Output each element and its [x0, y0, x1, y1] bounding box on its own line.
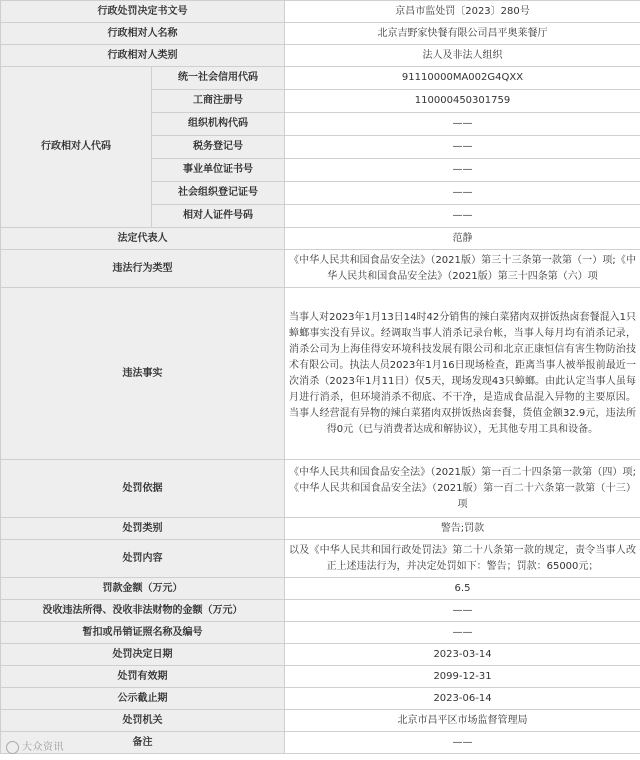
fine-value: 6.5: [285, 578, 640, 600]
uscc-value: 91110000MA002G4QXX: [285, 67, 640, 90]
id-type-value: ——: [285, 205, 640, 228]
id-type-label: 相对人证件号码: [152, 205, 285, 228]
inst-cert-value: ——: [285, 159, 640, 182]
remark-value: ——: [285, 732, 640, 754]
publish-until-value: 2023-06-14: [285, 688, 640, 710]
category-value: 警告;罚款: [285, 518, 640, 540]
authority-label: 处罚机关: [1, 710, 285, 732]
violation-type-label: 违法行为类型: [1, 250, 285, 288]
social-org-value: ——: [285, 182, 640, 205]
fine-label: 罚款金额（万元）: [1, 578, 285, 600]
row-violation-type: [1, 250, 640, 288]
reg-no-label: 工商注册号: [152, 90, 285, 113]
org-code-label: 组织机构代码: [152, 113, 285, 136]
facts-value: 当事人对2023年1月13日14时42分销售的辣白菜猪肉双拼饭热卤套餐混入1只蟑螂事实没有异议。经调取当事人消杀记录台帐，当事人每月均有消杀记录，消杀公司为上海佳得安环境科技发展有限公司和北京正康恒信有害生物防治技术有限公司。执法人员2023年1月16日现场检查，距离当事人被举报前最近一次消杀（2023年1月11日）仅5天，现场发现43只蟑螂。由此认定当事人虽每月进行消杀，但环境消杀不彻底、不干净，是造成食品混入异物的主要原因。当事人经营混有异物的辣白菜猪肉双拼饭热卤套餐，货值金额32.9元，违法所得0元（已与消费者达成和解协议），无其他专用工具和设备。: [285, 288, 640, 460]
row-basis: [1, 460, 640, 518]
uscc-label: 统一社会信用代码: [152, 67, 285, 90]
row-license: [1, 622, 640, 644]
row-uscc: [1, 67, 640, 90]
org-code-value: ——: [285, 113, 640, 136]
watermark: [6, 738, 64, 754]
party-type-value: 法人及非法人组织: [285, 45, 640, 67]
remark-label: 备注: [1, 732, 285, 754]
content-value: 以及《中华人民共和国行政处罚法》第二十八条第一款的规定，责令当事人改正上述违法行为，并决定处罚如下：警告；罚款：65000元；: [285, 540, 640, 578]
decision-date-value: 2023-03-14: [285, 644, 640, 666]
watermark-text: 大众资讯: [22, 742, 64, 753]
party-code-label: 行政相对人代码: [1, 67, 152, 228]
row-decision-date: [1, 644, 640, 666]
tax-no-value: ——: [285, 136, 640, 159]
decision-no-label: 行政处罚决定书文号: [1, 1, 285, 23]
row-legal-rep: [1, 228, 640, 250]
social-org-label: 社会组织登记证号: [152, 182, 285, 205]
confiscation-label: 没收违法所得、没收非法财物的金额（万元）: [1, 600, 285, 622]
license-label: 暂扣或吊销证照名称及编号: [1, 622, 285, 644]
confiscation-value: ——: [285, 600, 640, 622]
party-name-label: 行政相对人名称: [1, 23, 285, 45]
violation-type-value: 《中华人民共和国食品安全法》（2021版）第三十三条第一款第（一）项;《中华人民共和国食品安全法》（2021版）第三十四条第（六）项: [285, 250, 640, 288]
row-fine: [1, 578, 640, 600]
decision-date-label: 处罚决定日期: [1, 644, 285, 666]
content-label: 处罚内容: [1, 540, 285, 578]
facts-label: 违法事实: [1, 288, 285, 460]
basis-value: 《中华人民共和国食品安全法》（2021版）第一百二十四条第一款第（四）项;《中华人民共和国食品安全法》（2021版）第一百二十六条第一款第（十三）项: [285, 460, 640, 518]
row-publish-until: [1, 688, 640, 710]
basis-label: 处罚依据: [1, 460, 285, 518]
decision-no-value: 京昌市监处罚〔2023〕280号: [285, 1, 640, 23]
valid-until-label: 处罚有效期: [1, 666, 285, 688]
inst-cert-label: 事业单位证书号: [152, 159, 285, 182]
row-valid-until: [1, 666, 640, 688]
row-confiscation: [1, 600, 640, 622]
license-value: ——: [285, 622, 640, 644]
row-decision-no: [1, 1, 640, 23]
category-label: 处罚类别: [1, 518, 285, 540]
legal-rep-value: 范静: [285, 228, 640, 250]
legal-rep-label: 法定代表人: [1, 228, 285, 250]
row-authority: [1, 710, 640, 732]
reg-no-value: 110000450301759: [285, 90, 640, 113]
row-remark: [1, 732, 640, 754]
publish-until-label: 公示截止期: [1, 688, 285, 710]
valid-until-value: 2099-12-31: [285, 666, 640, 688]
row-facts: [1, 288, 640, 460]
row-category: [1, 518, 640, 540]
watermark-logo-icon: [6, 741, 19, 754]
tax-no-label: 税务登记号: [152, 136, 285, 159]
party-type-label: 行政相对人类别: [1, 45, 285, 67]
party-name-value: 北京吉野家快餐有限公司昌平奥莱餐厅: [285, 23, 640, 45]
row-party-name: [1, 23, 640, 45]
row-content: [1, 540, 640, 578]
authority-value: 北京市昌平区市场监督管理局: [285, 710, 640, 732]
row-party-type: [1, 45, 640, 67]
